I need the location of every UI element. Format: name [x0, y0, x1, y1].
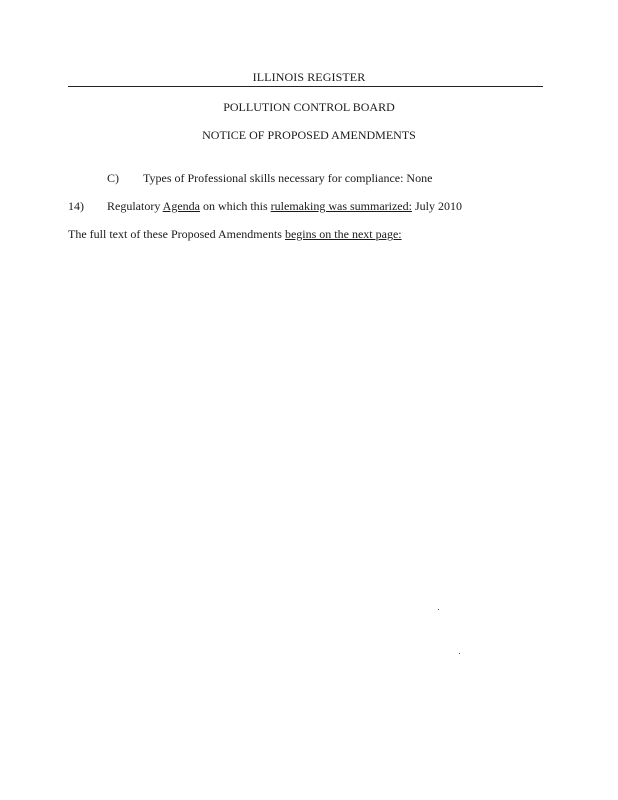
item-c-label: C)	[107, 171, 119, 185]
intro-text-underlined: begins on the next page:	[284, 227, 402, 241]
item-14-text-part-3: July 2010	[411, 199, 462, 213]
intro-text-plain: The full text of these Proposed Amendments	[68, 227, 285, 241]
scan-speck	[459, 653, 460, 654]
item-14-text-part-2: on which this	[200, 199, 271, 213]
notice-heading: NOTICE OF PROPOSED AMENDMENTS	[202, 128, 416, 142]
register-title: ILLINOIS REGISTER	[252, 70, 366, 84]
item-14-text-underlined-1: Agenda	[162, 199, 200, 213]
agency-name: POLLUTION CONTROL BOARD	[223, 100, 395, 114]
item-14-label: 14)	[68, 199, 84, 213]
item-14-text-underlined-2: rulemaking was summarized:	[270, 199, 412, 213]
header-rule	[68, 86, 543, 87]
full-text-intro	[68, 227, 402, 242]
item-14-text-part-1: Regulatory	[107, 199, 163, 213]
item-14-text	[107, 199, 462, 214]
item-c-text: Types of Professional skills necessary for compliance: None	[143, 171, 433, 185]
scan-speck	[438, 609, 439, 610]
